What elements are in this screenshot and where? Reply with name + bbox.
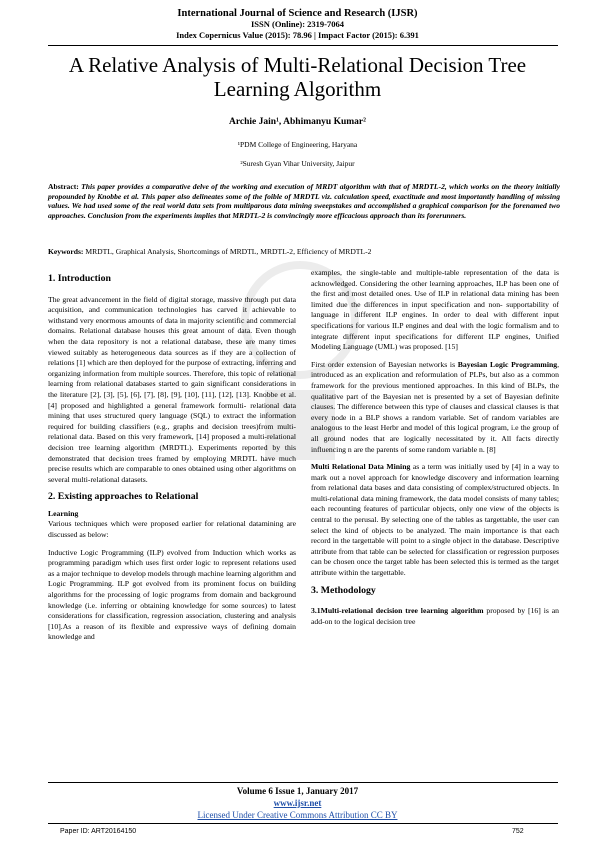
keywords: [48, 247, 560, 256]
abstract-text: This paper provides a comparative delve of the working and execution of MRDT algorithm with that of MRDTL-2, which works on the theory initially propounded by Knobbe et al. This paper also delineates some of the foible of MRDTL viz. calculation speed, exactitude and most importantly handling of missing values. We had used some of the real world data sets from multiparous data mining sweepstakes and accomplished a graphical comparison for the forenamed two approaches. Conclusion from the experiments implies that MRDTL-2 is convincingly more efficacious approach than its forerunners.: [48, 182, 560, 220]
blp-term: Bayesian Logic Programming: [457, 359, 558, 369]
right-column: [311, 268, 559, 634]
paper-id: Paper ID: ART20164150: [60, 828, 137, 835]
journal-impact: Index Copernicus Value (2015): 78.96 | Impact Factor (2015): 6.391: [176, 30, 419, 40]
footer-rule-bottom: [48, 823, 558, 824]
paper-title: A Relative Analysis of Multi-Relational Decision Tree Learning Algorithm: [68, 53, 527, 101]
header-rule: [48, 45, 558, 46]
mrdtl-body: proposed by [16] is an add-on to the logical decision tree: [311, 606, 559, 626]
affiliation-1: ¹PDM College of Engineering, Haryana: [237, 140, 358, 149]
intro-paragraph: The great advancement in the field of digital storage, massive through put data acquisition, and communication technologies has carved it achievable to withstand very enormous amounts of data in majority scientific and commercial domains. Relational database houses this great amount of data. Even though when the data repository is not a relational database, these are many times viewed suitably as heterogeneous data sources as if they are a collection of relations [1] which are then deployed for the purpose of extracting, inferring and organizing information from multiple sources. Therefore, this topic of relational learning from relational databases started to gain significant considerations in the literature [2], [3], [5], [6], [7], [8], [9], [10], [11], [12], [13]. Knobbe et al. [4] proposed and highlighted a general framework formulti- relational data mining that uses structured query language (SQL) to extract the information required for building classifiers (e.g., graphs and decision trees)from multi-relational data. Based on this very framework, [14] proposed a multi-relational decision tree learning algorithm (MRDTL). Experiments reported by this demonstrated that decision trees framed by employing MRDTL have much precise results which are comparable to ones obtained using other algorithms on several multi-relational datasets.: [48, 294, 296, 484]
journal-issn: ISSN (Online): 2319-7064: [250, 19, 345, 29]
blp-paragraph: [311, 360, 559, 455]
blp-body: , introduced as an explication and reformulation of PLPs, but also as a common framework for the previous mentioned approaches. In this kind of BLPs, the qualitative part of the Bayesian net is presented by a set of Bayesian definite clauses. The difference between this type of clauses and classical clauses is that every node in a BLP shows a random variable. Set of random variables are analogous to the least Herbr and model of this logical program, i.e the group of all ground nodes that are logically necessitated by it. All facts directly influencing n are the parents of some random variable n. [8]: [311, 359, 559, 454]
section-heading-methodology: 3. Methodology: [311, 584, 376, 596]
paper-authors: Archie Jain¹, Abhimanyu Kumar²: [229, 117, 366, 127]
section-heading-introduction: 1. Introduction: [48, 273, 111, 284]
ilp-paragraph-cont: examples, the single-table and multiple-table representation of the data is acknowledged. Considering the other learning approaches, ILP has been one of the first and most detailed ones. Use of ILP in relational data mining has been limited due the differences in input specification and non- supportability of language in different ILP engines. In order to deal with different input specifications for various ILP engines and deal with the logic formalism and to integrate different input specifications for different ILP engines, Unified Modeling Language (UML) was proposed. [15]: [311, 268, 559, 352]
mrdtl-term: 3.1Multi-relational decision tree learning algorithm: [311, 606, 484, 616]
section-heading-existing-cont: Learning: [48, 508, 79, 518]
ilp-paragraph: Inductive Logic Programming (ILP) evolved from Induction which works as programming paradigm which uses first order logic to represent relations used as a major technique to develop models through machine learning algorithm and Logic Programming. ILP got evolved from its prominent focus on building algorithms for the processing of logic programs from domain and background knowledge (i.e. inferring or obtaining knowledge for some sources) to latest considerations for classification, regression association, clustering and analysis [10].As a reason of its flexible and expressive ways of defining domain knowledge and: [48, 547, 296, 642]
footer-rule: [48, 782, 558, 783]
journal-website-link[interactable]: www.ijsr.net: [273, 798, 322, 808]
abstract: [48, 182, 560, 220]
mrdm-body: as a term was initially used by [4] in a way to mark out a novel approach for knowledge discovery and information learning from relational data bases and data consisting of complex/structured objects. In multi-relational data mining framework, the data model consists of many tables; each recounting features of particular objects, only one view of the objects is central to the perusal. By selecting one of the tables as targettable, the user can select the kind of objects to be analyzed. The main importance is that each record in the targettable will point to a single object in the database. Descriptive attribute from that table can be selected for classification or regression purposes can be chosen once the target table has been selected this is termed as the target attribute within the targettable.: [311, 462, 559, 578]
journal-header: [0, 8, 595, 41]
affiliation-2: ²Suresh Gyan Vihar University, Jaipur: [240, 159, 355, 168]
existing-paragraph-1: Various techniques which were proposed earlier for relational datamining are discussed as below:: [48, 519, 296, 540]
page-number: 752: [512, 828, 524, 835]
volume-info: Volume 6 Issue 1, January 2017: [236, 786, 359, 796]
abstract-label: Abstract:: [48, 182, 79, 191]
mrdm-paragraph: [311, 462, 559, 579]
keywords-text: MRDTL, Graphical Analysis, Shortcomings of MRDTL, MRDTL-2, Efficiency of MRDTL-2: [85, 247, 372, 256]
keywords-label: Keywords:: [48, 247, 84, 256]
left-column: [48, 268, 296, 650]
license-link[interactable]: Licensed Under Creative Commons Attribution CC BY: [197, 810, 398, 820]
mrdm-term: Multi Relational Data Mining: [311, 462, 411, 472]
blp-intro: First order extension of Bayesian networks is: [311, 359, 458, 369]
section-heading-existing: 2. Existing approaches to Relational: [48, 491, 199, 503]
mrdtl-paragraph: [311, 606, 559, 627]
journal-name: International Journal of Science and Research (IJSR): [177, 8, 418, 19]
